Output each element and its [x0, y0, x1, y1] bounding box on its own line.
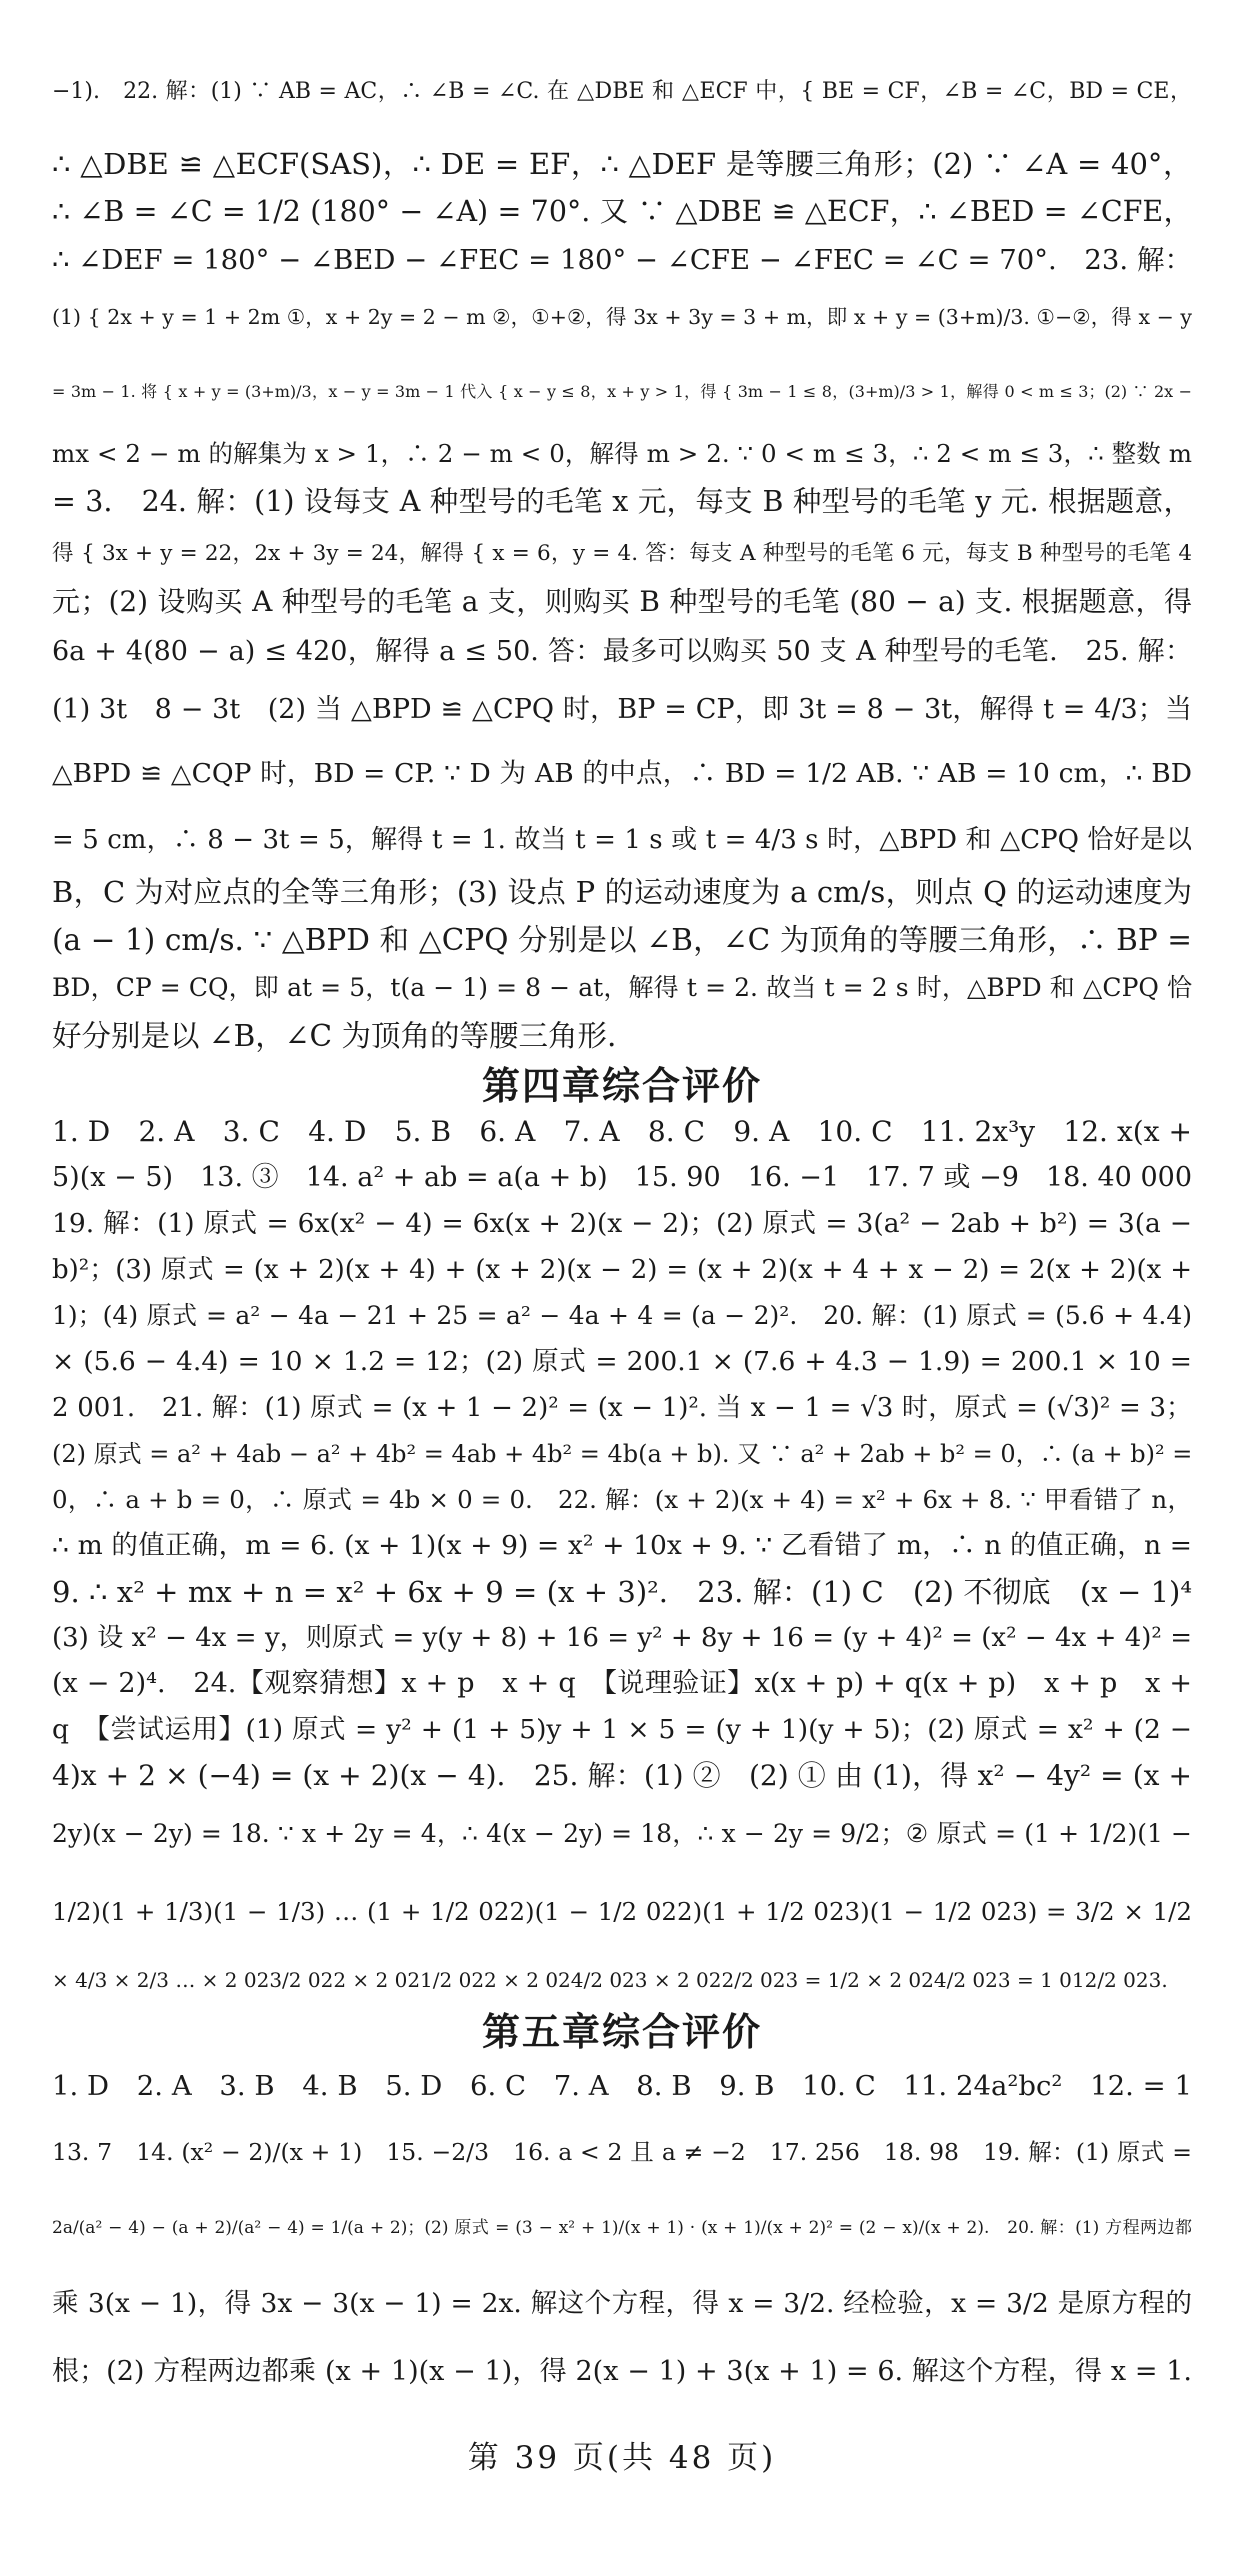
- text-line: 1)；(4) 原式 = a² − 4a − 21 + 25 = a² − 4a + 4 = (a − 2)². 20. 解：(1) 原式 = (5.6 + 4.4): [52, 1301, 1192, 1330]
- text-line: 好分别是以 ∠B，∠C 为顶角的等腰三角形.: [52, 1019, 617, 1053]
- section-heading-chapter-4: 第四章综合评价: [481, 1064, 762, 1108]
- text-line: 1. D 2. A 3. C 4. D 5. B 6. A 7. A 8. C 9. A 10. C 11. 2x³y 12. x(x +: [52, 1115, 1192, 1148]
- text-line: 2a/(a² − 4) − (a + 2)/(a² − 4) = 1/(a + 2)；(2) 原式 = (3 − x² + 1)/(x + 1) · (x + 1)/(x + 2)² = (2 − x)/(x + 2). 20. 解：(1) 方程两边都: [52, 2218, 1192, 2238]
- text-line: 5)(x − 5) 13. ③ 14. a² + ab = a(a + b) 15. 90 16. −1 17. 7 或 −9 18. 40 000: [52, 1162, 1192, 1193]
- text-line: 19. 解：(1) 原式 = 6x(x² − 4) = 6x(x + 2)(x − 2)；(2) 原式 = 3(a² − 2ab + b²) = 3(a −: [52, 1208, 1192, 1239]
- text-line: (2) 原式 = a² + 4ab − a² + 4b² = 4ab + 4b² = 4b(a + b). 又 ∵ a² + 2ab + b² = 0，∴ (a + b)² =: [52, 1440, 1192, 1468]
- text-line: = 3. 24. 解：(1) 设每支 A 种型号的毛笔 x 元，每支 B 种型号的毛笔 y 元. 根据题意，: [52, 485, 1192, 518]
- text-line: × (5.6 − 4.4) = 10 × 1.2 = 12；(2) 原式 = 200.1 × (7.6 + 4.3 − 1.9) = 200.1 × 10 =: [52, 1346, 1192, 1377]
- text-line: 1/2)(1 + 1/3)(1 − 1/3) … (1 + 1/2 022)(1 − 1/2 022)(1 + 1/2 023)(1 − 1/2 023) = 3/2 × 1/2: [52, 1897, 1192, 1926]
- section-heading-chapter-5: 第五章综合评价: [481, 2010, 762, 2054]
- text-line: mx < 2 − m 的解集为 x > 1，∴ 2 − m < 0，解得 m > 2. ∵ 0 < m ≤ 3，∴ 2 < m ≤ 3，∴ 整数 m: [52, 439, 1192, 468]
- text-line: q 【尝试运用】(1) 原式 = y² + (1 + 5)y + 1 × 5 = (y + 1)(y + 5)；(2) 原式 = x² + (2 −: [52, 1714, 1192, 1745]
- text-line: 元；(2) 设购买 A 种型号的毛笔 a 支，则购买 B 种型号的毛笔 (80 − a) 支. 根据题意，得: [52, 585, 1192, 618]
- text-line: = 3m − 1. 将 { x + y = (3+m)/3，x − y = 3m − 1 代入 { x − y ≤ 8，x + y > 1，得 { 3m − 1 ≤ 8，(3+m)/3 > 1，解得 0 < m ≤ 3；(2) ∵ 2x −: [52, 382, 1192, 401]
- text-line: ∴ ∠B = ∠C = 1/2 (180° − ∠A) = 70°. 又 ∵ △DBE ≌ △ECF，∴ ∠BED = ∠CFE，: [52, 195, 1192, 228]
- text-line: 9. ∴ x² + mx + n = x² + 6x + 9 = (x + 3)². 23. 解：(1) C (2) 不彻底 (x − 1)⁴: [52, 1575, 1192, 1609]
- text-line: 6a + 4(80 − a) ≤ 420，解得 a ≤ 50. 答：最多可以购买 50 支 A 种型号的毛笔. 25. 解：: [52, 636, 1192, 667]
- text-line: 根；(2) 方程两边都乘 (x + 1)(x − 1)，得 2(x − 1) + 3(x + 1) = 6. 解这个方程，得 x = 1.: [52, 2356, 1192, 2387]
- text-line: 2y)(x − 2y) = 18. ∵ x + 2y = 4，∴ 4(x − 2y) = 18，∴ x − 2y = 9/2；② 原式 = (1 + 1/2)(1 −: [52, 1819, 1192, 1848]
- text-line: △BPD ≌ △CQP 时，BD = CP. ∵ D 为 AB 的中点，∴ BD = 1/2 AB. ∵ AB = 10 cm，∴ BD: [52, 758, 1192, 789]
- text-line: × 4/3 × 2/3 … × 2 023/2 022 × 2 021/2 022 × 2 024/2 023 × 2 022/2 023 = 1/2 × 2 024/2 023 = 1 012/2 023.: [52, 1968, 1168, 1992]
- text-line: −1). 22. 解：(1) ∵ AB = AC，∴ ∠B = ∠C. 在 △DBE 和 △ECF 中，{ BE = CF，∠B = ∠C，BD = CE，: [52, 79, 1192, 104]
- text-line: b)²；(3) 原式 = (x + 2)(x + 4) + (x + 2)(x − 2) = (x + 2)(x + 4 + x − 2) = 2(x + 2)(x +: [52, 1255, 1192, 1285]
- text-line: 1. D 2. A 3. B 4. B 5. D 6. C 7. A 8. B 9. B 10. C 11. 24a²bc² 12. = 1: [52, 2070, 1192, 2102]
- text-line: 2 001. 21. 解：(1) 原式 = (x + 1 − 2)² = (x − 1)². 当 x − 1 = √3 时，原式 = (√3)² = 3；: [52, 1393, 1192, 1423]
- text-line: = 5 cm，∴ 8 − 3t = 5，解得 t = 1. 故当 t = 1 s 或 t = 4/3 s 时，△BPD 和 △CPQ 恰好是以: [52, 825, 1192, 855]
- text-line: (x − 2)⁴. 24.【观察猜想】x + p x + q 【说理验证】x(x + p) + q(x + p) x + p x +: [52, 1668, 1192, 1699]
- text-line: (1) 3t 8 − 3t (2) 当 △BPD ≌ △CPQ 时，BP = CP，即 3t = 8 − 3t，解得 t = 4/3；当: [52, 694, 1192, 725]
- text-line: ∴ △DBE ≌ △ECF(SAS)，∴ DE = EF，∴ △DEF 是等腰三角形；(2) ∵ ∠A = 40°，: [52, 147, 1192, 181]
- text-line: 0，∴ a + b = 0，∴ 原式 = 4b × 0 = 0. 22. 解：(x + 2)(x + 4) = x² + 6x + 8. ∵ 甲看错了 n，: [52, 1485, 1192, 1514]
- page-footer: 第 39 页(共 48 页): [467, 2440, 777, 2476]
- text-line: (a − 1) cm/s. ∵ △BPD 和 △CPQ 分别是以 ∠B，∠C 为顶角的等腰三角形，∴ BP =: [52, 923, 1192, 957]
- text-line: ∴ m 的值正确，m = 6. (x + 1)(x + 9) = x² + 10x + 9. ∵ 乙看错了 m，∴ n 的值正确，n =: [52, 1530, 1192, 1561]
- text-line: BD，CP = CQ，即 at = 5，t(a − 1) = 8 − at，解得 t = 2. 故当 t = 2 s 时，△BPD 和 △CPQ 恰: [52, 973, 1192, 1002]
- text-line: 乘 3(x − 1)，得 3x − 3(x − 1) = 2x. 解这个方程，得 x = 3/2. 经检验，x = 3/2 是原方程的: [52, 2288, 1192, 2319]
- text-line: ∴ ∠DEF = 180° − ∠BED − ∠FEC = 180° − ∠CFE − ∠FEC = ∠C = 70°. 23. 解：: [52, 244, 1192, 276]
- text-line: (1) { 2x + y = 1 + 2m ①，x + 2y = 2 − m ②，①+②，得 3x + 3y = 3 + m，即 x + y = (3+m)/3. ①−②，得 x − y: [52, 305, 1192, 329]
- text-line: B，C 为对应点的全等三角形；(3) 设点 P 的运动速度为 a cm/s，则点 Q 的运动速度为: [52, 875, 1192, 909]
- text-line: (3) 设 x² − 4x = y，则原式 = y(y + 8) + 16 = y² + 8y + 16 = (y + 4)² = (x² − 4x + 4)² =: [52, 1623, 1192, 1653]
- text-line: 4)x + 2 × (−4) = (x + 2)(x − 4). 25. 解：(1) ② (2) ① 由 (1)，得 x² − 4y² = (x +: [52, 1759, 1192, 1792]
- text-line: 13. 7 14. (x² − 2)/(x + 1) 15. −2/3 16. a < 2 且 a ≠ −2 17. 256 18. 98 19. 解：(1) 原式 =: [52, 2138, 1192, 2166]
- text-line: 得 { 3x + y = 22，2x + 3y = 24，解得 { x = 6，y = 4. 答：每支 A 种型号的毛笔 6 元，每支 B 种型号的毛笔 4: [52, 541, 1192, 566]
